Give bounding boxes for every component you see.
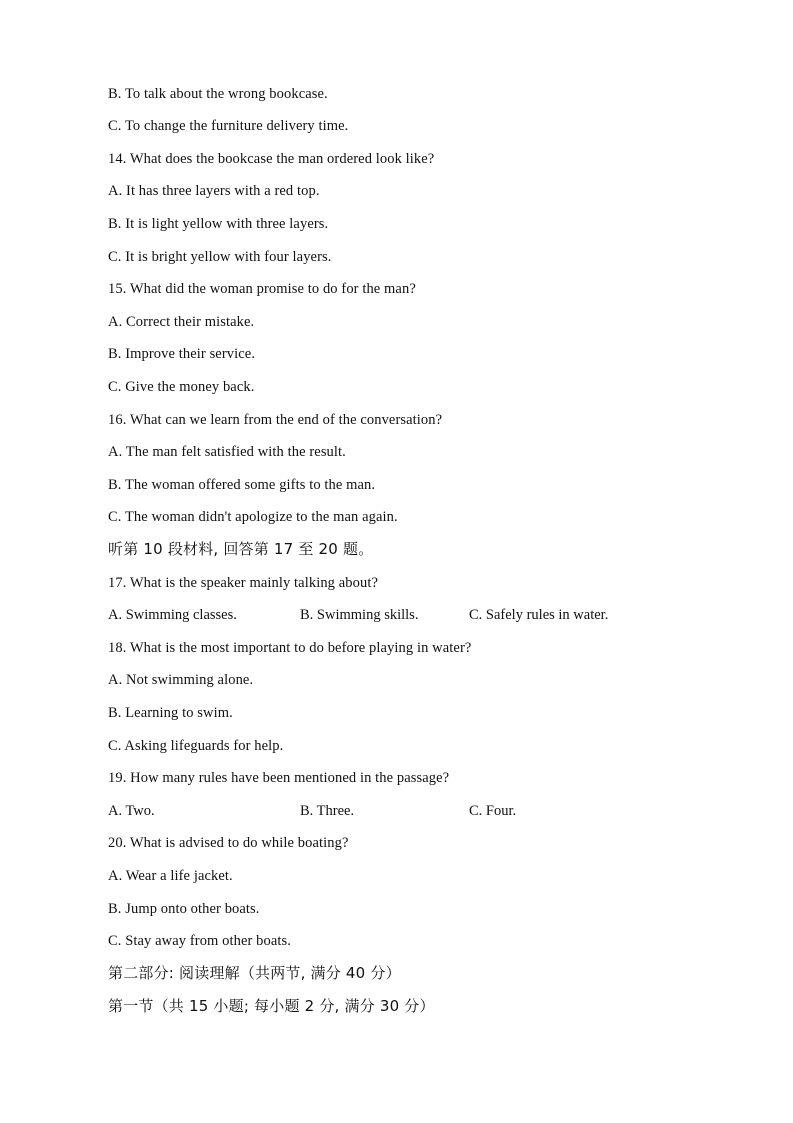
q19-option-b: B. Three. <box>300 803 355 819</box>
q16-question: 16. What can we learn from the end of the conversation? <box>108 412 443 428</box>
part-2-heading: 第二部分: 阅读理解（共两节, 满分 40 分） <box>108 964 401 982</box>
q19-option-c: C. Four. <box>469 803 517 819</box>
q17-option-a: A. Swimming classes. <box>108 607 237 623</box>
q19-option-a: A. Two. <box>108 803 155 819</box>
q15-option-a: A. Correct their mistake. <box>108 314 255 330</box>
q15-question: 15. What did the woman promise to do for the man? <box>108 281 416 297</box>
q19-options <box>108 802 708 820</box>
q16-option-b: B. The woman offered some gifts to the man. <box>108 477 376 493</box>
section-1-heading: 第一节（共 15 小题; 每小题 2 分, 满分 30 分） <box>108 997 435 1015</box>
q16-option-c: C. The woman didn't apologize to the man again. <box>108 509 398 525</box>
section-10-heading: 听第 10 段材料, 回答第 17 至 20 题。 <box>108 540 374 558</box>
q20-question: 20. What is advised to do while boating? <box>108 835 349 851</box>
q14-option-b: B. It is light yellow with three layers. <box>108 216 329 232</box>
q18-option-a: A. Not swimming alone. <box>108 672 254 688</box>
q17-options <box>108 606 708 624</box>
q13-option-b: B. To talk about the wrong bookcase. <box>108 86 328 102</box>
q17-question: 17. What is the speaker mainly talking about? <box>108 575 378 591</box>
q17-option-b: B. Swimming skills. <box>300 607 419 623</box>
q15-option-b: B. Improve their service. <box>108 346 256 362</box>
q20-option-a: A. Wear a life jacket. <box>108 868 233 884</box>
q19-question: 19. How many rules have been mentioned in the passage? <box>108 770 450 786</box>
q20-option-b: B. Jump onto other boats. <box>108 901 260 917</box>
q13-option-c: C. To change the furniture delivery time. <box>108 118 349 134</box>
q18-option-b: B. Learning to swim. <box>108 705 233 721</box>
q17-option-c: C. Safely rules in water. <box>469 607 609 623</box>
q14-option-c: C. It is bright yellow with four layers. <box>108 249 332 265</box>
q18-question: 18. What is the most important to do before playing in water? <box>108 640 472 656</box>
q14-option-a: A. It has three layers with a red top. <box>108 183 320 199</box>
q16-option-a: A. The man felt satisfied with the result. <box>108 444 346 460</box>
q20-option-c: C. Stay away from other boats. <box>108 933 292 949</box>
q15-option-c: C. Give the money back. <box>108 379 255 395</box>
q14-question: 14. What does the bookcase the man ordered look like? <box>108 151 435 167</box>
q18-option-c: C. Asking lifeguards for help. <box>108 738 284 754</box>
